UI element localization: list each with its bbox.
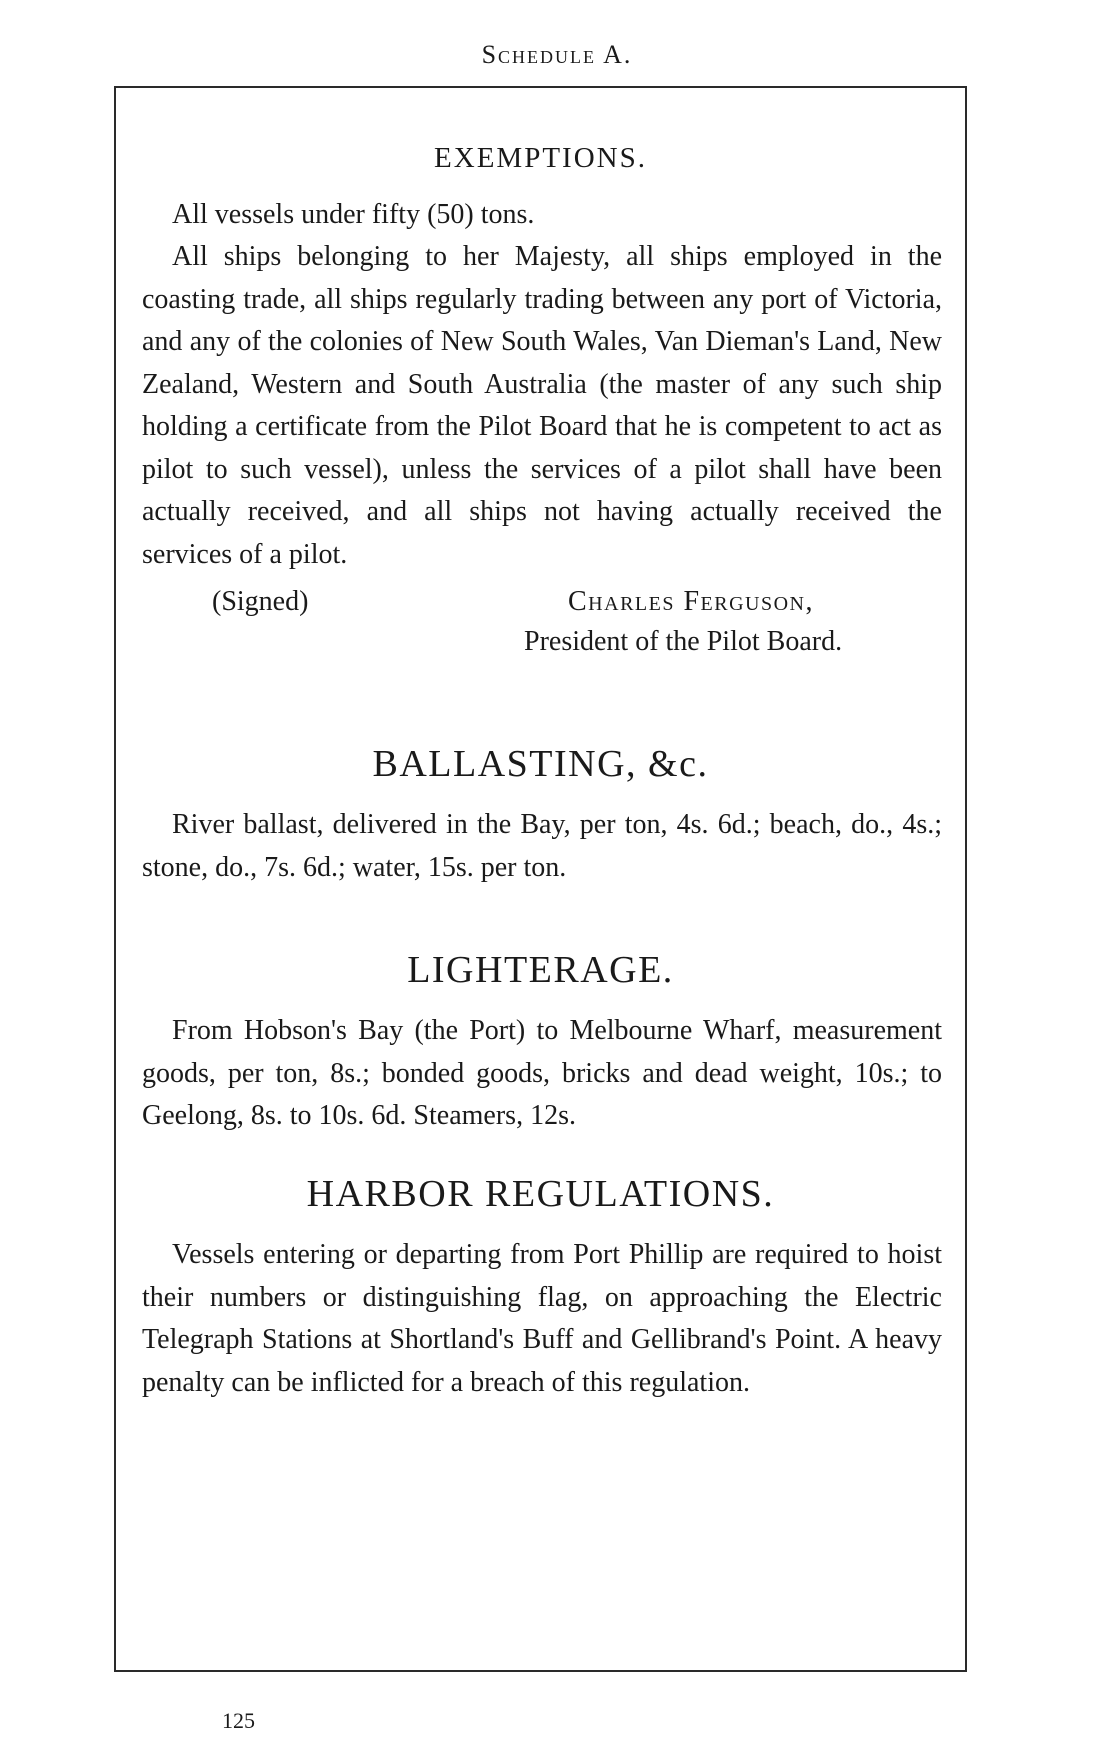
exemptions-line1: All vessels under fifty (50) tons.	[172, 199, 535, 230]
signed-label: (Signed)	[212, 586, 309, 617]
exemptions-heading: EXEMPTIONS.	[434, 142, 647, 174]
exemptions-paragraph: All ships belonging to her Majesty, all ships employed in the coasting trade, all ships regularly trading between any port of Victoria, and any of the colonies of New South Wales, Van Dieman's Land, New Zealand, Western and South Australia (the master of any such ship holding a certificate from the Pilot Board that he is competent to act as pilot to such vessel), unless the services of a pilot shall have been actually received, and all ships not having actually received the services of a pilot.	[142, 241, 942, 570]
signatory-title: President of the Pilot Board.	[524, 626, 843, 657]
lighterage-paragraph: From Hobson's Bay (the Port) to Melbourne Wharf, measurement goods, per ton, 8s.; bonded goods, bricks and dead weight, 10s.; to Geelong, 8s. to 10s. 6d. Steamers, 12s.	[142, 1015, 942, 1131]
ballasting-heading: BALLASTING, &c.	[372, 743, 709, 785]
running-head: Schedule A.	[481, 40, 633, 69]
ballasting-paragraph: River ballast, delivered in the Bay, per ton, 4s. 6d.; beach, do., 4s.; stone, do., 7s. 6d.; water, 15s. per ton.	[142, 809, 942, 883]
harbor-paragraph: Vessels entering or departing from Port Phillip are required to hoist their numbers or distinguishing flag, on approaching the Electric Telegraph Stations at Shortland's Buff and Gellibrand's Point. A heavy penalty can be inflicted for a breach of this regulation.	[142, 1239, 942, 1398]
signatory-name: Charles Ferguson,	[568, 586, 814, 617]
page-number: 125	[222, 1708, 255, 1733]
lighterage-heading: LIGHTERAGE.	[407, 949, 674, 991]
harbor-heading: HARBOR REGULATIONS.	[306, 1173, 775, 1215]
